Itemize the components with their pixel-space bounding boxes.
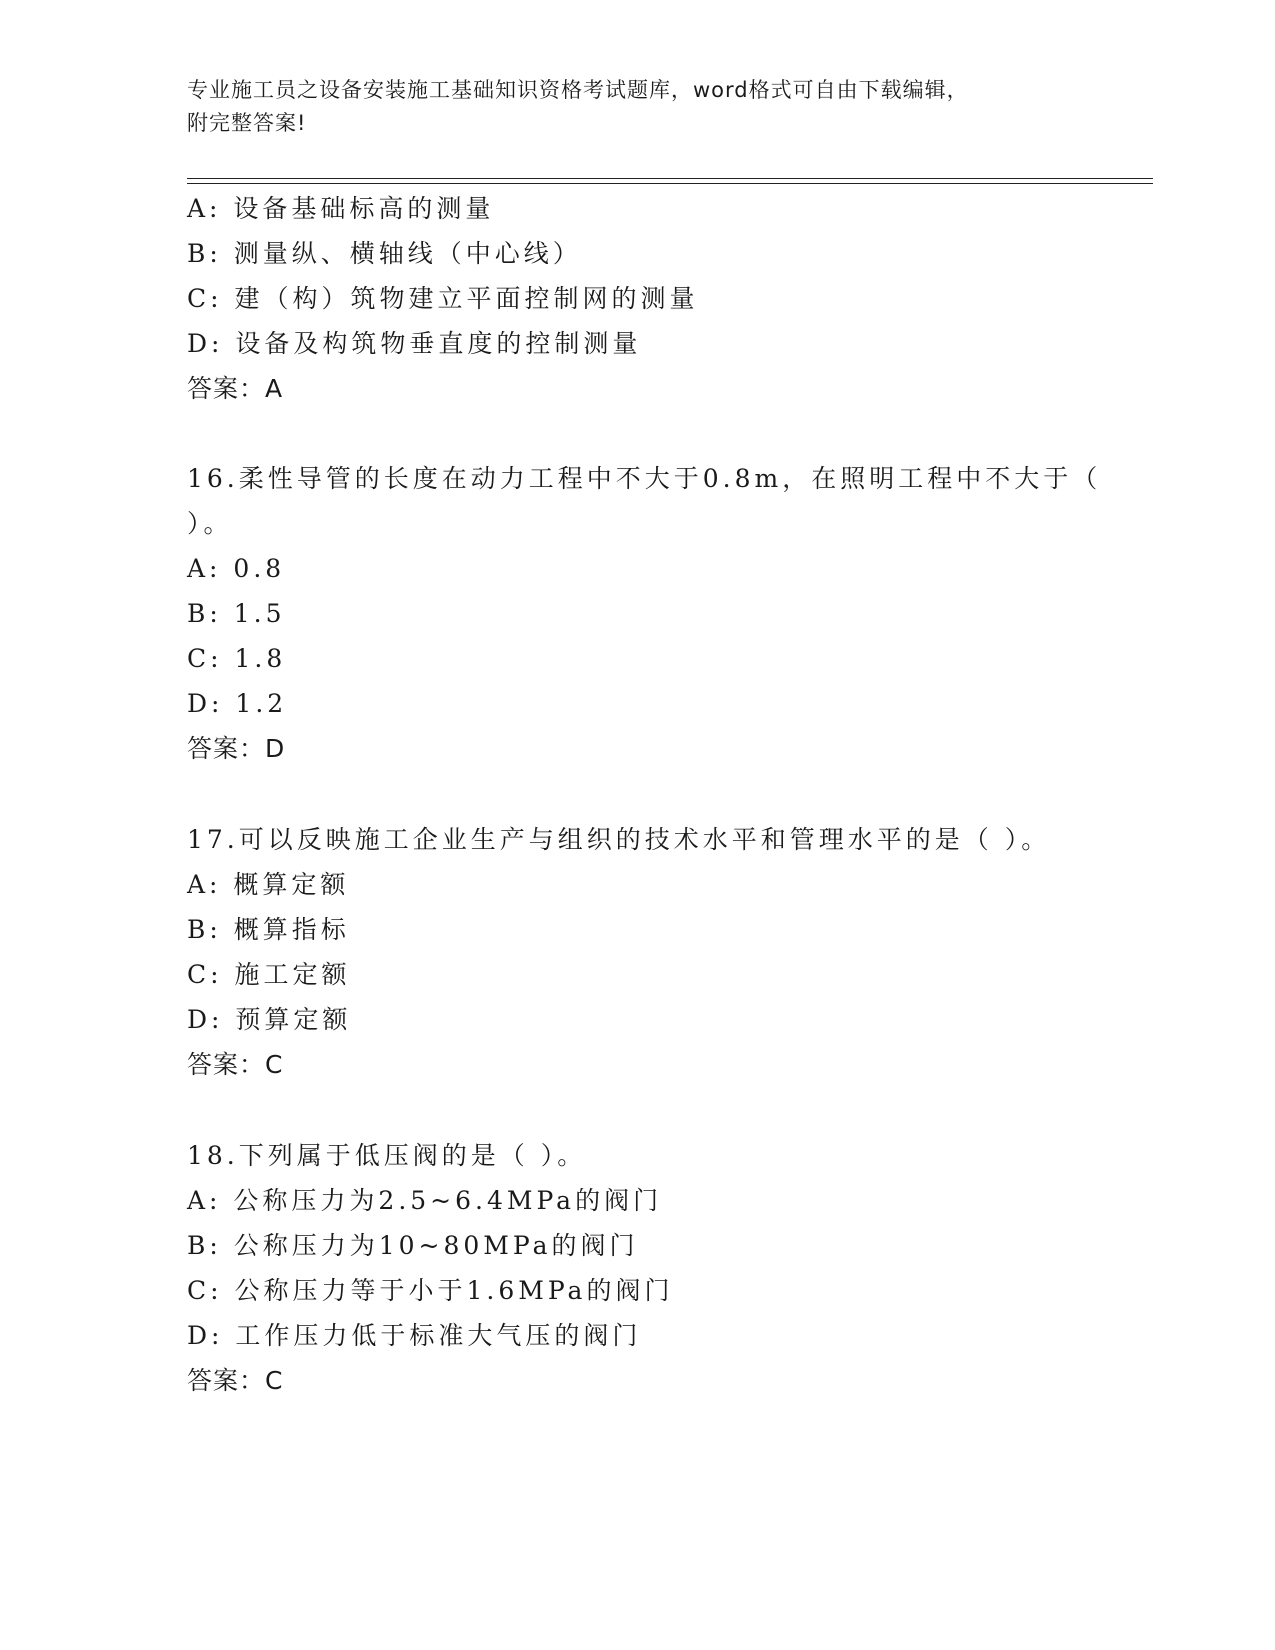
header-line-1: 专业施工员之设备安装施工基础知识资格考试题库，word格式可自由下载编辑，: [187, 78, 969, 102]
q18-answer: 答案：C: [187, 1366, 284, 1395]
q18-option-a: A: 公称压力为2.5~6.4MPa的阀门: [187, 1186, 663, 1215]
q16-option-d: D: 1.2: [187, 689, 288, 718]
header-line-2: 附完整答案!: [187, 111, 307, 135]
q17-option-d: D: 预算定额: [187, 1005, 352, 1034]
q15-option-b: B: 测量纵、横轴线（中心线）: [187, 239, 582, 268]
header-divider-bottom: [187, 183, 1153, 184]
q15-option-d: D: 设备及构筑物垂直度的控制测量: [187, 329, 642, 358]
q15-option-c: C: 建（构）筑物建立平面控制网的测量: [187, 284, 699, 313]
q17-answer: 答案：C: [187, 1050, 284, 1079]
document-header: [187, 74, 1087, 140]
q16-question-line-2: ）。: [187, 509, 233, 538]
q16-answer: 答案：D: [187, 734, 286, 763]
q16-option-b: B: 1.5: [187, 599, 286, 628]
q15-answer: 答案：A: [187, 374, 284, 403]
q16-question-line-1: 16.柔性导管的长度在动力工程中不大于0.8m，在照明工程中不大于（: [187, 464, 1102, 493]
q17-option-a: A: 概算定额: [187, 870, 350, 899]
q17-option-c: C: 施工定额: [187, 960, 351, 989]
q18-option-d: D: 工作压力低于标准大气压的阀门: [187, 1321, 642, 1350]
q16-option-a: A: 0.8: [187, 554, 286, 583]
q15-option-a: A: 设备基础标高的测量: [187, 194, 495, 223]
header-divider-top: [187, 178, 1153, 179]
q17-option-b: B: 概算指标: [187, 915, 350, 944]
q18-option-c: C: 公称压力等于小于1.6MPa的阀门: [187, 1276, 674, 1305]
q17-question: 17.可以反映施工企业生产与组织的技术水平和管理水平的是（ ）。: [187, 825, 1051, 854]
q18-option-b: B: 公称压力为10~80MPa的阀门: [187, 1231, 639, 1260]
q18-question: 18.下列属于低压阀的是（ ）。: [187, 1141, 587, 1170]
q16-option-c: C: 1.8: [187, 644, 287, 673]
